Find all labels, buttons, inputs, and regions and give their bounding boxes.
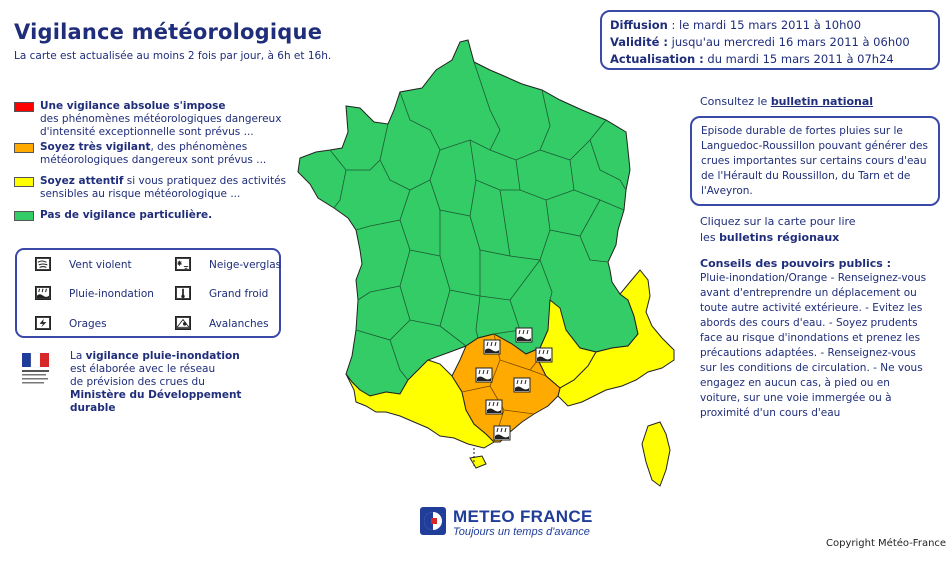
avalanches-icon: [175, 316, 191, 330]
neige-verglas-icon: [175, 257, 191, 271]
legend-avalanches-label: Avalanches: [209, 318, 269, 330]
copyright: Copyright Météo-France: [826, 538, 947, 549]
legend-red-bold: Une vigilance absolue s'impose: [40, 100, 226, 112]
legend-orange-text: , des phénomènes météorologiques dangereux sont prévus ...: [40, 141, 267, 166]
vigilance-map[interactable]: [290, 30, 695, 500]
validite-value: jusqu'au mercredi 16 mars 2011 à 06h00: [668, 35, 910, 49]
legend-pluie-inondation-label: Pluie-inondation: [69, 288, 154, 300]
consult-national: [700, 95, 873, 108]
legend-vent-violent-label: Vent violent: [69, 259, 132, 271]
legend-grand-froid-label: Grand froid: [209, 288, 269, 300]
legend-neige-verglas-label: Neige-verglas: [209, 259, 282, 271]
pluie-inondation-icon: [35, 286, 51, 300]
actualisation-value: du mardi 15 mars 2011 à 07h24: [703, 52, 894, 66]
diffusion-label: Diffusion: [610, 18, 668, 32]
phenomena-legend-box: [15, 248, 281, 338]
yellow-andorra[interactable]: [470, 456, 486, 468]
legend-orange-bold: Soyez très vigilant: [40, 141, 151, 153]
note-line1-pre: La: [70, 350, 86, 362]
diffusion-value: : le mardi 15 mars 2011 à 10h00: [667, 18, 862, 32]
bulletin-national-link[interactable]: bulletin national: [770, 95, 874, 108]
corsica-yellow[interactable]: [642, 422, 670, 486]
yellow-swatch: [14, 177, 34, 187]
note-line3: de prévision des crues du: [70, 376, 205, 388]
vent-violent-icon: [35, 257, 51, 271]
clic-line1: Cliquez sur la carte pour lire: [700, 215, 856, 228]
legend-orages-label: Orages: [69, 318, 107, 330]
grand-froid-icon: [175, 286, 191, 300]
conseils-heading: Conseils des pouvoirs publics :: [700, 257, 892, 270]
note-line1-bold: vigilance pluie-inondation: [85, 350, 240, 362]
meteo-france-logo[interactable]: [420, 505, 610, 541]
conseils-body: Pluie-inondation/Orange - Renseignez-vous avant d'entreprendre un déplacement ou toute autre activité extérieure. - Evitez les abords des cours d'eau. - Soyez prudents face au risque d'inondations et prenez les précautions adaptées. - Renseignez-vous sur les conditions de circulation. - Ne vous engagez en aucun cas, à pied ou en voiture, sur une voie immergée ou à proximité d'un cours d'eau: [700, 272, 927, 419]
legend-yellow-text: si vous pratiquez des activités sensibles au risque météorologique ...: [40, 175, 287, 200]
bulletins-regionaux-link[interactable]: bulletins régionaux: [719, 231, 840, 244]
page-subtitle: La carte est actualisée au moins 2 fois par jour, à 6h et 16h.: [14, 50, 332, 62]
legend-green-bold: Pas de vigilance particulière.: [40, 209, 213, 221]
legend-red-text: des phénomènes météorologiques dangereux d'intensité exceptionnelle sont prévus ...: [40, 113, 282, 138]
episode-text: Episode durable de fortes pluies sur le Languedoc-Roussillon pouvant générer des crues importantes sur certains cours d'eau de l'Hérault du Roussillon, du Tarn et de l'Aveyron.: [701, 125, 928, 197]
note-line4: Ministère du Développement durable: [70, 389, 242, 414]
meteo-france-tagline: Toujours un temps d'avance: [453, 526, 590, 538]
meteo-france-emblem-icon: [420, 507, 446, 535]
note-line2: est élaborée avec le réseau: [70, 363, 216, 375]
green-swatch: [14, 211, 34, 221]
mainland-green-area[interactable]: [298, 40, 638, 396]
republique-francaise-logo: [20, 352, 54, 388]
episode-box: [690, 116, 940, 206]
orange-swatch: [14, 143, 34, 153]
meteo-france-name: METEO FRANCE: [453, 507, 593, 526]
page-title: Vigilance météorologique: [14, 20, 323, 44]
actualisation-label: Actualisation :: [610, 52, 704, 66]
red-swatch: [14, 102, 34, 112]
consult-text: Consultez le: [700, 95, 771, 108]
orages-icon: [35, 316, 51, 330]
legend-yellow-bold: Soyez attentif: [40, 175, 124, 187]
conseils-pouvoirs-publics: [700, 256, 930, 421]
validite-label: Validité :: [610, 35, 668, 49]
clic-line2-pre: les: [700, 231, 720, 244]
regional-bulletins: [700, 214, 856, 246]
